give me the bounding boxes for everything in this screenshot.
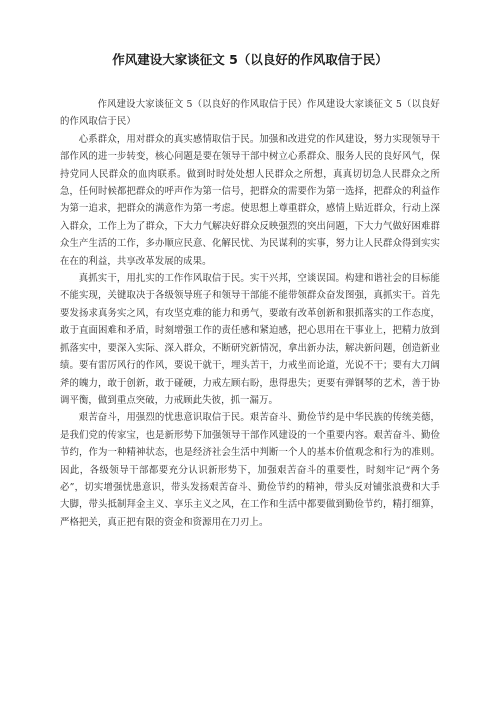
paragraph-care-for-masses: 心系群众，用对群众的真实感情取信于民。加强和改进党的作风建设，努力实现领导干部作风的进一步转变，核心问题是要在领导干部中树立心系群众、服务人民的良好风气，保持党同人民群众的血肉联系。做到时时处处想人民群众之所想，真真切切急人民群众之所急，任何时候都把群众的呼声作为第一信号，把群众的需要作为第一选择，把群众的利益作为第一追求，把群众的满意作为第一考虑。使思想上尊重群众，感情上贴近群众，行动上深入群众，工作上为了群众，下大力气解决好群众反映强烈的突出问题，下大力气做好困难群众生产生活的工作，多办顺应民意、化解民忧、为民谋利的实事，努力让人民群众得到实实在在的利益，共享改革发展的成果。 xyxy=(60,133,440,267)
document-body xyxy=(60,96,440,531)
document-title: 作风建设大家谈征文 5（以良好的作风取信于民） xyxy=(112,52,388,67)
paragraph-hard-work: 真抓实干，用扎实的工作作风取信于民。实干兴邦，空谈误国。构建和谐社会的目标能不能实现，关键取决于各级领导班子和领导干部能不能带领群众奋发图强，真抓实干。首先要发扬求真务实之风，有攻坚克难的能力和勇气，要敢有改革创新和狠抓落实的工作态度，敢于直面困难和矛盾，时刻增强工作的责任感和紧迫感，把心思用在干事业上，把精力放到抓落实中，要深入实际、深入群众，不断研究新情况，拿出新办法，解决新问题，创造新业绩。要有雷厉风行的作风，要说干就干，埋头苦干，力戒坐而论道，光说不干；要有大刀阔斧的魄力，敢于创新，敢于碰硬，力戒左顾右盼，患得患失；更要有弹钢琴的艺术，善于协调平衡，做到重点突破，力戒顾此失彼，抓一漏万。 xyxy=(60,273,440,406)
intro-paragraph: 作风建设大家谈征文 5（以良好的作风取信于民）作风建设大家谈征文 5（以良好的作风取信于民） xyxy=(60,99,440,128)
paragraph-frugality: 艰苦奋斗，用强烈的忧患意识取信于民。艰苦奋斗、勤俭节约是中华民族的传统美德，是我们党的传家宝，也是新形势下加强领导干部作风建设的一个重要内容。艰苦奋斗、勤俭节约，作为一种精神状态，也是经济社会生活中判断一个人的基本价值观念和行为的准则。因此，各级领导干部都要充分认识新形势下，加强艰苦奋斗的重要性，时刻牢记“两个务必”，切实增强忧患意识，带头发扬艰苦奋斗、勤俭节约的精神，带头反对铺张浪费和大手大脚，带头抵制拜金主义、享乐主义之风，在工作和生活中都要做到勤俭节约，精打细算，严格把关，真正把有限的资金和资源用在刀刃上。 xyxy=(60,412,440,528)
